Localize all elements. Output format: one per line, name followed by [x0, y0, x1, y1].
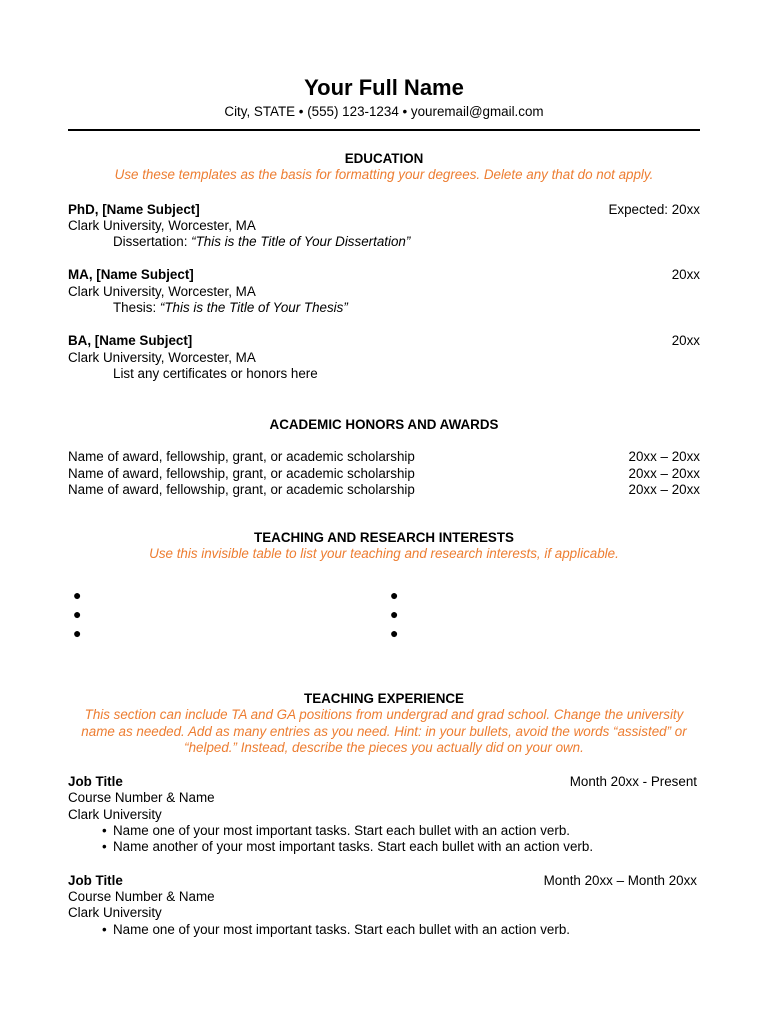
degree-name: PhD, [Name Subject]: [68, 201, 200, 217]
degree-detail: Dissertation: “This is the Title of Your Dissertation”: [113, 234, 411, 250]
degree-entry: [68, 333, 700, 382]
full-name: Your Full Name: [304, 75, 464, 100]
bullet-icon: ●: [73, 587, 82, 603]
contact-line: City, STATE • (555) 123-1234 • youremail@gmail.com: [224, 104, 544, 119]
teaching-section: [68, 691, 700, 938]
interests-column-right: [390, 586, 398, 643]
job-title: Job Title: [68, 774, 123, 790]
honor-name: Name of award, fellowship, grant, or academic scholarship: [68, 449, 415, 465]
education-title: EDUCATION: [344, 151, 424, 166]
honor-dates: 20xx – 20xx: [628, 465, 700, 481]
degree-detail: List any certificates or honors here: [113, 365, 318, 381]
job-bullet: • Name another of your most important tasks. Start each bullet with an action verb.: [102, 839, 594, 855]
job-school: Clark University: [68, 806, 162, 822]
job-bullet: • Name one of your most important tasks. Start each bullet with an action verb.: [102, 823, 570, 839]
job-entry: [68, 873, 700, 938]
bullet-icon: •: [102, 921, 107, 937]
honors-section: [68, 417, 700, 498]
education-section: [68, 151, 700, 382]
bullet-icon: ●: [73, 606, 82, 622]
teaching-note-line: “helped.” Instead, describe the pieces you actually did on your own.: [184, 739, 584, 755]
teaching-title: TEACHING EXPERIENCE: [304, 691, 464, 706]
interests-column-left: [73, 586, 81, 643]
degree-school: Clark University, Worcester, MA: [68, 283, 256, 299]
degree-school: Clark University, Worcester, MA: [68, 349, 256, 365]
honors-title: ACADEMIC HONORS AND AWARDS: [269, 417, 499, 432]
bullet-icon: ●: [390, 587, 399, 603]
job-dates: Month 20xx – Month 20xx: [543, 872, 697, 888]
education-note: Use these templates as the basis for formatting your degrees. Delete any that do not apply.: [114, 167, 654, 183]
bullet-icon: •: [102, 839, 107, 855]
degree-date: 20xx: [671, 333, 700, 349]
header-divider: [68, 129, 700, 131]
job-dates: Month 20xx - Present: [569, 774, 697, 790]
honor-dates: 20xx – 20xx: [628, 449, 700, 465]
degree-entry: [68, 202, 700, 251]
bullet-icon: ●: [73, 625, 82, 641]
interests-title: TEACHING AND RESEARCH INTERESTS: [254, 530, 514, 545]
teaching-note-line: This section can include TA and GA positions from undergrad and grad school. Change the university: [84, 707, 684, 723]
job-title: Job Title: [68, 872, 123, 888]
honor-row: [68, 482, 700, 498]
job-school: Clark University: [68, 905, 162, 921]
job-course: Course Number & Name: [68, 790, 215, 806]
honor-name: Name of award, fellowship, grant, or academic scholarship: [68, 481, 415, 497]
resume-header: [0, 74, 768, 120]
job-bullet: • Name one of your most important tasks. Start each bullet with an action verb.: [102, 921, 570, 937]
honor-name: Name of award, fellowship, grant, or academic scholarship: [68, 465, 415, 481]
honor-row: [68, 466, 700, 482]
degree-date: 20xx: [671, 267, 700, 283]
interests-section: [68, 530, 700, 563]
bullet-icon: ●: [390, 625, 399, 641]
degree-name: BA, [Name Subject]: [68, 333, 193, 349]
teaching-note-line: name as needed. Add as many entries as you need. Hint: in your bullets, avoid the words “assisted” or: [81, 723, 687, 739]
bullet-icon: •: [102, 823, 107, 839]
degree-school: Clark University, Worcester, MA: [68, 217, 256, 233]
job-entry: [68, 774, 700, 855]
degree-name: MA, [Name Subject]: [68, 267, 194, 283]
honor-dates: 20xx – 20xx: [628, 481, 700, 497]
job-course: Course Number & Name: [68, 888, 215, 904]
bullet-icon: ●: [390, 606, 399, 622]
honor-row: [68, 449, 700, 465]
degree-entry: [68, 267, 700, 316]
interests-note: Use this invisible table to list your teaching and research interests, if applicable.: [149, 546, 619, 562]
degree-detail: Thesis: “This is the Title of Your Thesis”: [113, 300, 348, 316]
degree-date: Expected: 20xx: [608, 201, 700, 217]
